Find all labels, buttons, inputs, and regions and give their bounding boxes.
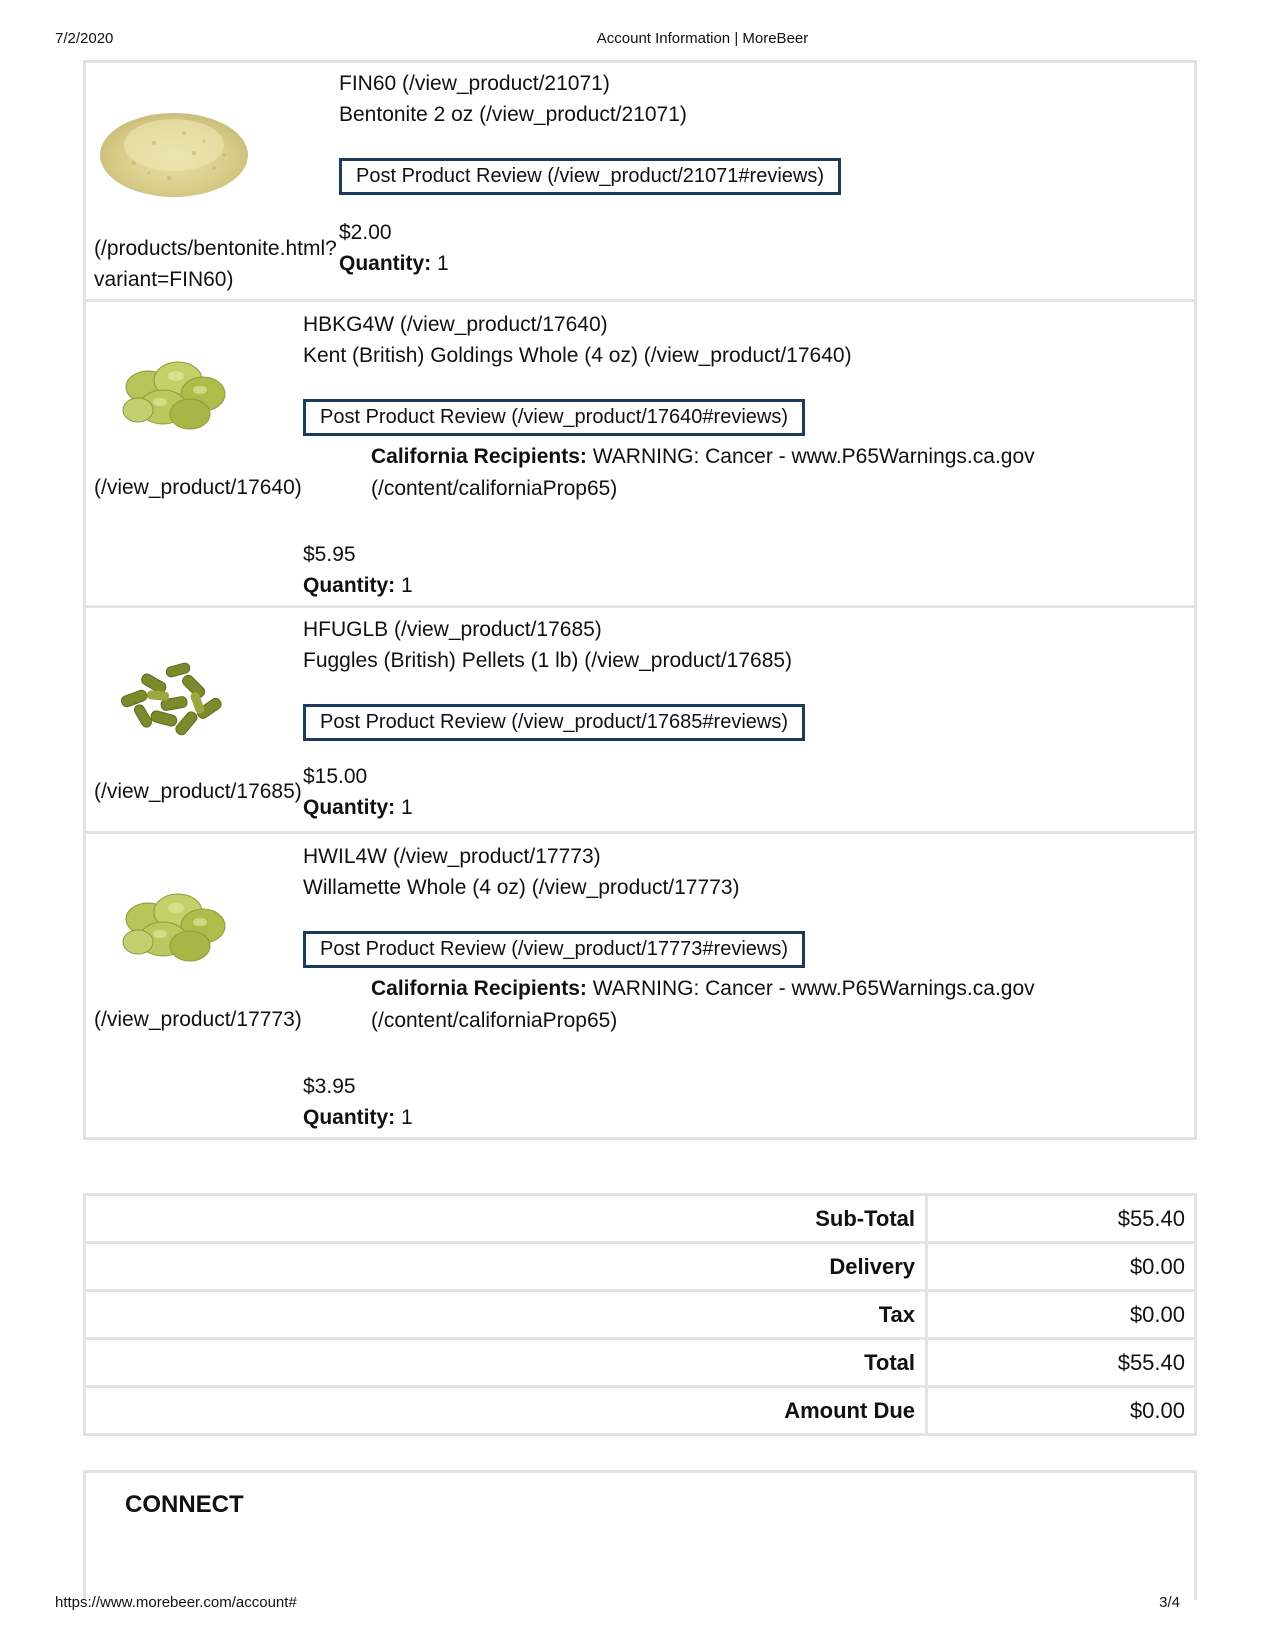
delivery-value: $0.00 bbox=[1129, 1254, 1185, 1279]
totals-row-tax bbox=[86, 1289, 1194, 1337]
quantity-value: 1 bbox=[401, 796, 413, 819]
connect-section bbox=[83, 1470, 1197, 1600]
product-image-whole-hops[interactable] bbox=[108, 342, 238, 442]
totals-row-delivery bbox=[86, 1241, 1194, 1289]
quantity-label: Quantity: bbox=[303, 1106, 396, 1129]
product-sku-link[interactable]: HWIL4W (/view_product/17773) bbox=[303, 845, 601, 868]
prop65-warning bbox=[371, 441, 1035, 505]
order-item-row bbox=[86, 63, 1194, 302]
total-label: Total bbox=[86, 1340, 928, 1385]
product-image-link[interactable] bbox=[94, 233, 337, 295]
tax-label: Tax bbox=[86, 1292, 928, 1337]
product-image-whole-hops[interactable] bbox=[108, 874, 238, 974]
subtotal-value: $55.40 bbox=[1117, 1206, 1185, 1231]
item-price: $2.00 bbox=[339, 221, 392, 244]
order-items-table bbox=[83, 60, 1197, 1140]
print-header bbox=[0, 30, 1275, 52]
warning-label: California Recipients: bbox=[371, 445, 587, 468]
item-price: $15.00 bbox=[303, 765, 368, 788]
image-link-line: variant=FIN60) bbox=[94, 268, 234, 291]
prop65-link[interactable]: (/content/californiaProp65) bbox=[371, 1009, 618, 1032]
quantity-label: Quantity: bbox=[339, 252, 432, 275]
quantity-label: Quantity: bbox=[303, 574, 396, 597]
post-review-button[interactable]: Post Product Review (/view_product/17685#reviews) bbox=[303, 704, 805, 741]
totals-row-amount-due bbox=[86, 1385, 1194, 1433]
quantity-value: 1 bbox=[437, 252, 449, 275]
print-date: 7/2/2020 bbox=[55, 30, 114, 47]
post-review-button[interactable]: Post Product Review (/view_product/17773#reviews) bbox=[303, 931, 805, 968]
product-sku-link[interactable]: FIN60 (/view_product/21071) bbox=[339, 72, 610, 95]
print-url: https://www.morebeer.com/account# bbox=[55, 1594, 297, 1611]
delivery-label: Delivery bbox=[86, 1244, 928, 1289]
order-item-row bbox=[86, 608, 1194, 834]
connect-heading: CONNECT bbox=[125, 1491, 244, 1518]
product-image-link[interactable]: (/view_product/17640) bbox=[94, 476, 302, 499]
item-price: $5.95 bbox=[303, 543, 356, 566]
tax-value: $0.00 bbox=[1129, 1302, 1185, 1327]
quantity-value: 1 bbox=[401, 574, 413, 597]
post-review-button[interactable]: Post Product Review (/view_product/17640#reviews) bbox=[303, 399, 805, 436]
warning-label: California Recipients: bbox=[371, 977, 587, 1000]
product-image-link[interactable]: (/view_product/17773) bbox=[94, 1008, 302, 1031]
total-value: $55.40 bbox=[1117, 1350, 1185, 1375]
warning-text: WARNING: Cancer - www.P65Warnings.ca.gov bbox=[592, 977, 1035, 1000]
totals-row-total bbox=[86, 1337, 1194, 1385]
quantity-value: 1 bbox=[401, 1106, 413, 1129]
product-sku-link[interactable]: HFUGLB (/view_product/17685) bbox=[303, 618, 602, 641]
product-name-link[interactable]: Kent (British) Goldings Whole (4 oz) (/view_product/17640) bbox=[303, 344, 852, 367]
prop65-warning bbox=[371, 973, 1035, 1037]
order-item-row bbox=[86, 302, 1194, 608]
warning-text: WARNING: Cancer - www.P65Warnings.ca.gov bbox=[592, 445, 1035, 468]
product-name-link[interactable]: Fuggles (British) Pellets (1 lb) (/view_product/17685) bbox=[303, 649, 793, 672]
product-image-hop-pellets[interactable] bbox=[111, 653, 236, 743]
amount-due-label: Amount Due bbox=[86, 1388, 928, 1433]
product-sku-link[interactable]: HBKG4W (/view_product/17640) bbox=[303, 313, 608, 336]
product-image-link[interactable]: (/view_product/17685) bbox=[94, 780, 302, 803]
print-page-number: 3/4 bbox=[1159, 1594, 1180, 1611]
prop65-link[interactable]: (/content/californiaProp65) bbox=[371, 477, 618, 500]
subtotal-label: Sub-Total bbox=[86, 1196, 928, 1241]
order-item-row bbox=[86, 834, 1194, 1137]
item-price: $3.95 bbox=[303, 1075, 356, 1098]
order-totals-table bbox=[83, 1193, 1197, 1436]
image-link-line: (/products/bentonite.html? bbox=[94, 237, 337, 260]
post-review-button[interactable]: Post Product Review (/view_product/21071#reviews) bbox=[339, 158, 841, 195]
product-name-link[interactable]: Bentonite 2 oz (/view_product/21071) bbox=[339, 103, 687, 126]
print-page-title: Account Information | MoreBeer bbox=[596, 30, 809, 47]
totals-row-subtotal bbox=[86, 1193, 1194, 1241]
product-name-link[interactable]: Willamette Whole (4 oz) (/view_product/17773) bbox=[303, 876, 740, 899]
product-image-bentonite[interactable] bbox=[94, 93, 254, 203]
amount-due-value: $0.00 bbox=[1129, 1398, 1185, 1423]
quantity-label: Quantity: bbox=[303, 796, 396, 819]
